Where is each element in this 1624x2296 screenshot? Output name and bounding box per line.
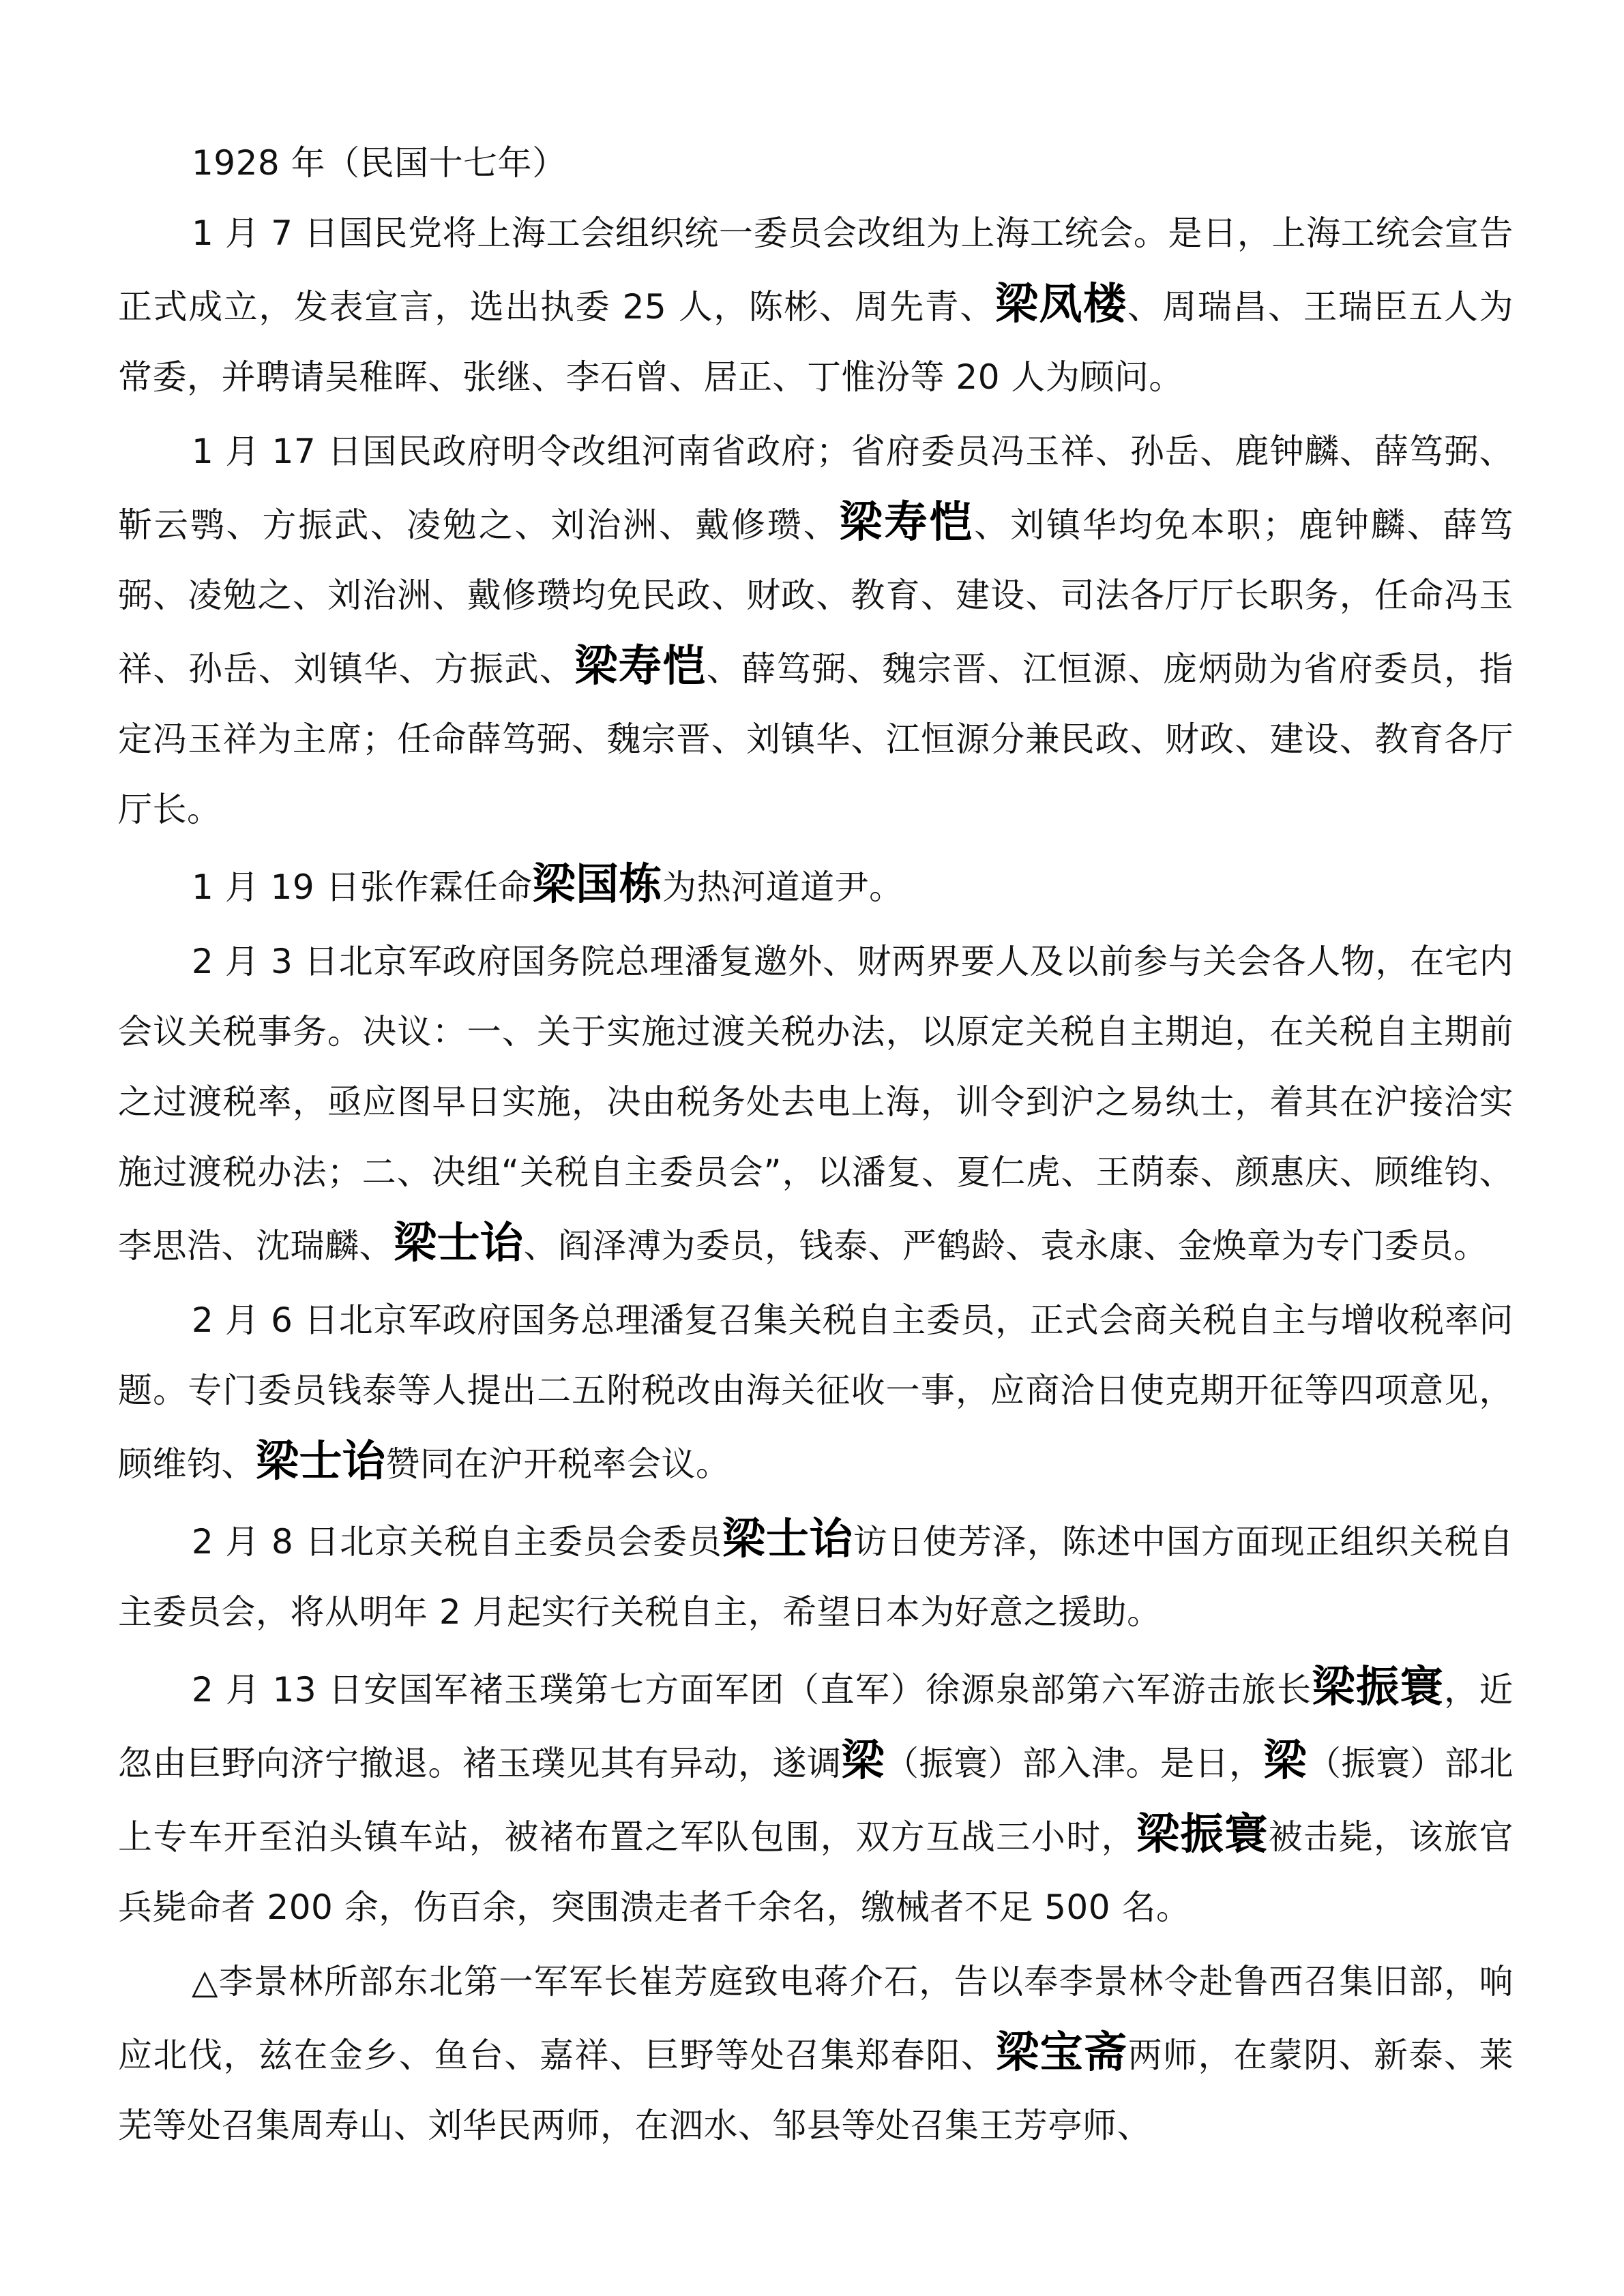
text-segment: 赞同在沪开税率会议。 (385, 1444, 730, 1484)
text-segment: 2 月 3 日北京军政府国务院总理潘复邀外、财两界要人及以前参与关会各人物，在宅内会议关税事务。决议：一、关于实施过渡关税办法，以原定关税自主期迫，在关税自主期前之过渡税率，亟应图早日实施，决由税务处去电上海，训令到沪之易纨士，着其在沪接洽实施过渡税办法；二、决组“关税自主委员会”，以潘复、夏仁虎、王荫泰、颜惠庆、顾维钧、李思浩、沈瑞麟、 (118, 942, 1514, 1266)
highlighted-name: 梁 (841, 1735, 885, 1785)
text-segment: 1 月 7 日国民党将上海工会组织统一委员会改组为上海工统会。是日，上海工统会宣告正式成立，发表宣言，选出执委 25 人，陈彬、周先青、 (118, 213, 1514, 327)
text-segment: 、刘镇华均免本职；鹿钟麟、薛笃弼、凌勉之、刘治洲、戴修瓒均免民政、财政、教育、建设、司法各厅厅长职务，任命冯玉祥、孙岳、刘镇华、方振武、 (118, 505, 1514, 689)
entry-feb-8 (118, 1504, 1514, 1648)
year-heading (118, 128, 1514, 198)
text-segment: 2 月 8 日北京关税自主委员会委员 (192, 1522, 722, 1562)
text-segment: 访日使芳泽，陈述中国方面现正组织关税自主委员会，将从明年 2 月起实行关税自主，希望日本为好意之援助。 (118, 1522, 1514, 1632)
text-segment: 两师，在蒙阴、新泰、莱芜等处召集周寿山、刘华民两师，在泗水、邹县等处召集王芳亭师、 (118, 2036, 1514, 2145)
entry-feb-6 (118, 1285, 1514, 1500)
text-segment: ，近忽由巨野向济宁撤退。褚玉璞见其有异动，遂调 (118, 1670, 1514, 1783)
highlighted-name: 梁 (1263, 1735, 1307, 1785)
entry-feb-13 (118, 1652, 1514, 1943)
highlighted-name: 梁振寰 (1136, 1808, 1269, 1859)
highlighted-name: 梁国栋 (532, 859, 663, 909)
document-body (118, 128, 1514, 2165)
text-segment: 、周瑞昌、王瑞臣五人为常委，并聘请吴稚晖、张继、李石曾、居正、丁惟汾等 20 人为顾问。 (118, 287, 1514, 397)
text-segment: （振寰）部北上专车开至泊头镇车站，被褚布置之军队包围，双方互战三小时， (118, 1744, 1514, 1857)
highlighted-name: 梁士诒 (722, 1513, 853, 1564)
text-segment: 被击毙，该旅官兵毙命者 200 余，伤百余，突围溃走者千余名，缴械者不足 500 名。 (118, 1817, 1514, 1927)
highlighted-name: 梁寿恺 (574, 640, 707, 691)
text-segment: 1 月 19 日张作霖任命 (192, 867, 533, 907)
highlighted-name: 梁凤楼 (994, 278, 1127, 329)
highlighted-name: 梁宝斋 (996, 2027, 1128, 2077)
text-segment: 2 月 6 日北京军政府国务总理潘复召集关税自主委员，正式会商关税自主与增收税率问题。专门委员钱泰等人提出二五附税改由海关征收一事，应商洽日使克期开征等四项意见，顾维钧、 (118, 1300, 1514, 1484)
entry-li-jinglin (118, 1947, 1514, 2161)
highlighted-name: 梁士诒 (394, 1217, 524, 1268)
text-segment: 1928 年（民国十七年） (192, 143, 567, 183)
entry-jan-19 (118, 849, 1514, 923)
text-segment: 、薛笃弼、魏宗晋、江恒源、庞炳勋为省府委员，指定冯玉祥为主席；任命薛笃弼、魏宗晋、刘镇华、江恒源分兼民政、财政、建设、教育各厅厅长。 (118, 649, 1514, 829)
highlighted-name: 梁寿恺 (839, 496, 975, 547)
text-segment: 2 月 13 日安国军褚玉璞第七方面军团（直军）徐源泉部第六军游击旅长 (192, 1670, 1312, 1710)
entry-jan-17 (118, 417, 1514, 845)
entry-jan-7 (118, 198, 1514, 413)
text-segment: 1 月 17 日国民政府明令改组河南省政府；省府委员冯玉祥、孙岳、鹿钟麟、薛笃弼、靳云鹗、方振武、凌勉之、刘治洲、戴修瓒、 (118, 432, 1514, 545)
text-segment: （振寰）部入津。是日， (885, 1744, 1264, 1783)
highlighted-name: 梁振寰 (1312, 1661, 1445, 1712)
text-segment: 为热河道道尹。 (662, 867, 904, 907)
entry-feb-3 (118, 927, 1514, 1281)
highlighted-name: 梁士诒 (256, 1435, 386, 1486)
text-segment: 、阎泽溥为委员，钱泰、严鹤龄、袁永康、金焕章为专门委员。 (523, 1226, 1488, 1266)
text-segment: △李景林所部东北第一军军长崔芳庭致电蒋介石，告以奉李景林令赴鲁西召集旧部，响应北伐，兹在金乡、鱼台、嘉祥、巨野等处召集郑春阳、 (118, 1962, 1514, 2075)
